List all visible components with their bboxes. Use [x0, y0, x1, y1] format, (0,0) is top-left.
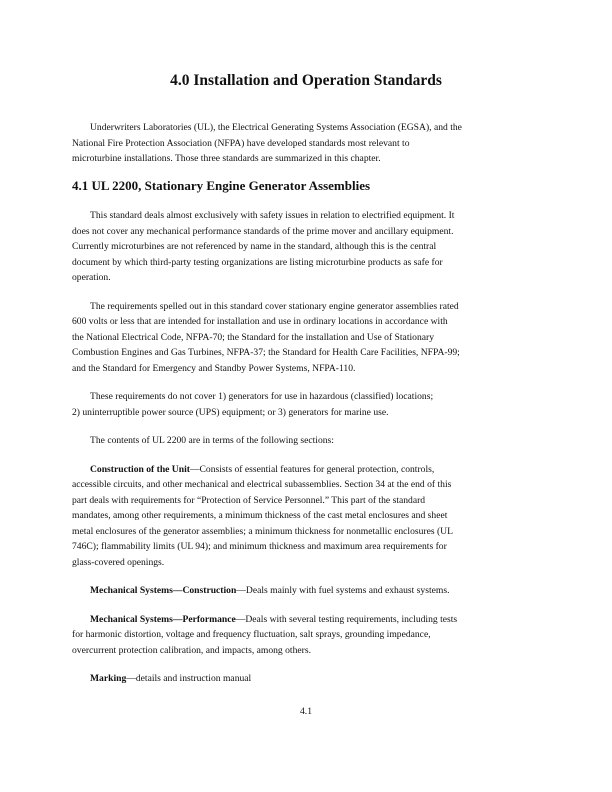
paragraph-1: This standard deals almost exclusively with safety issues in relation to electrified equipment. It does not cover any mechanical performance standards of the prime mover and ancillary equipment. Currently microturbines are not referenced by name in the standard, although this is the central document by which third-party testing organizations are listing microturbine products as safe for operation.: [72, 210, 455, 283]
mech-construction-paragraph: Mechanical Systems—Construction—Deals mainly with fuel systems and exhaust systems.: [90, 585, 450, 596]
page-number: 4.1: [300, 706, 312, 717]
mech-performance-paragraph: Mechanical Systems—Performance—Deals with several testing requirements, including tests for harmonic distortion, voltage and frequency fluctuation, salt sprays, grounding impedance, overcurrent protection calibration, and impacts, among others.: [72, 613, 458, 656]
intro-paragraph: [72, 120, 540, 180]
mech-construction-term: Mechanical Systems—Construction: [90, 585, 237, 596]
paragraph-4: The contents of UL 2200 are in terms of the following sections:: [90, 435, 334, 446]
marking-term: Marking: [90, 673, 127, 684]
mech-performance-term: Mechanical Systems—Performance: [90, 613, 236, 625]
intro-line: microturbine installations. Those three standards are summarized in this chapter.: [72, 153, 381, 164]
section-body: [72, 208, 540, 700]
marking-paragraph: Marking—details and instruction manual: [90, 673, 252, 684]
intro-line: National Fire Protection Association (NFPA) have developed standards most relevant to: [72, 137, 410, 149]
paragraph-3: These requirements do not cover 1) generators for use in hazardous (classified) locations; 2) uninterruptible power source (UPS) equipment; or 3) generators for marine use.: [72, 391, 434, 418]
paragraph-2: The requirements spelled out in this standard cover stationary engine generator assemblies rated 600 volts or less that are intended for installation and use in ordinary locations in accordance with the National Electrical Code, NFPA-70; the Standard for the installation and Use of Stationary Combustion Engines and Gas Turbines, NFPA-37; the Standard for Health Care Facilities, NFPA-99; and the Standard for Emergency and Standby Power Systems, NFPA-110.: [72, 300, 460, 374]
page-title: 4.0 Installation and Operation Standards: [170, 72, 442, 89]
construction-paragraph: Construction of the Unit—Consists of essential features for general protection, controls, accessible circuits, and other mechanical and electrical subassemblies. Section 34 at the end of this part deals with requirements for “Protection of Service Personnel.” This part of the standard mandates, among other requirements, a minimum thickness of the cast metal enclosures and sheet metal enclosures of the generator assemblies; a minimum thickness for nonmetallic enclosures (UL 746C); flammability limits (UL 94); and minimum thickness and maximum area requirements for glass-covered openings.: [72, 463, 453, 568]
intro-line: Underwriters Laboratories (UL), the Electrical Generating Systems Association (EGSA), and the: [90, 122, 462, 133]
construction-term: Construction of the Unit: [90, 463, 190, 475]
section-heading: 4.1 UL 2200, Stationary Engine Generator Assemblies: [72, 178, 371, 193]
